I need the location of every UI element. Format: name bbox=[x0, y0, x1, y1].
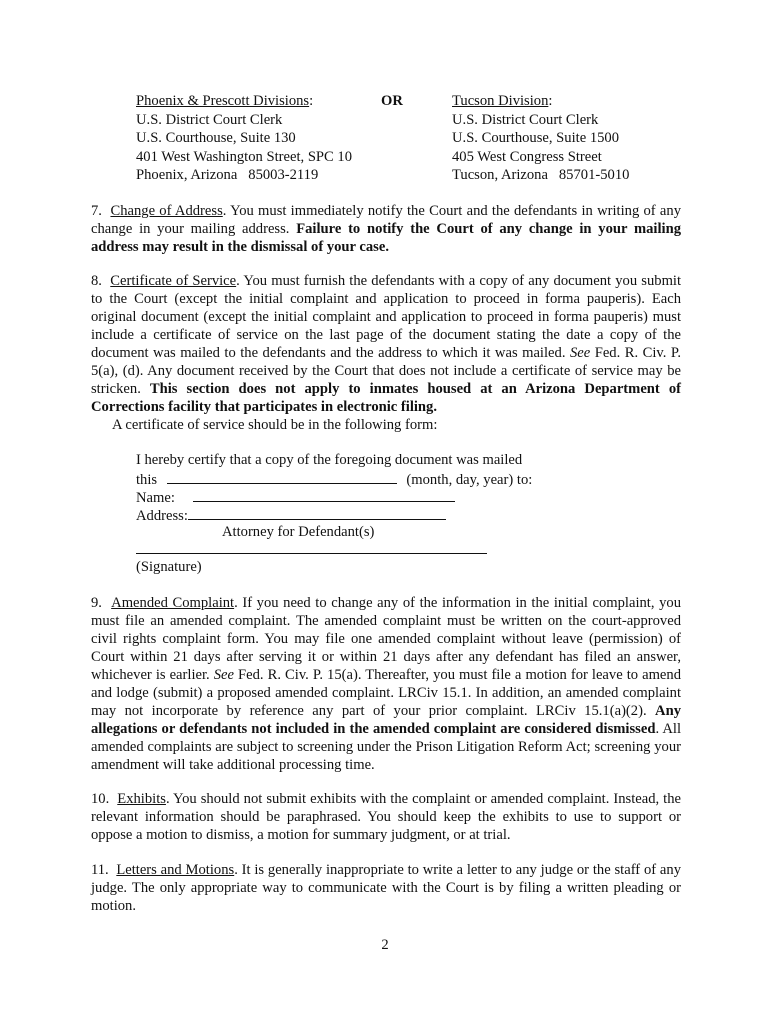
date-line: this (month, day, year) to: bbox=[136, 469, 532, 489]
attorney-label: Attorney for Defendant(s) bbox=[222, 524, 375, 540]
address-line: 405 West Congress Street bbox=[452, 148, 602, 165]
tucson-address bbox=[452, 92, 629, 185]
section-exhibits: 10. Exhibits. You should not submit exhibits with the complaint or amended complaint. Instead, the relevant information should be paraphrased. You should keep the exhibits to use to support or oppose a motion to dismiss, a motion for summary judgment, or at trial. bbox=[91, 791, 681, 843]
address-line: U.S. District Court Clerk bbox=[452, 111, 599, 128]
address-line: Phoenix, Arizona 85003-2119 bbox=[136, 167, 319, 183]
phoenix-prescott-address bbox=[136, 92, 352, 185]
name-line: Name: bbox=[136, 487, 455, 507]
certificate-form-intro: A certificate of service should be in the following form: bbox=[112, 417, 438, 433]
address-heading: Tucson Division: bbox=[452, 93, 553, 109]
address-line: Tucson, Arizona 85701-5010 bbox=[452, 167, 630, 183]
address-line: 401 West Washington Street, SPC 10 bbox=[136, 148, 353, 165]
date-blank bbox=[167, 469, 397, 484]
page-number: 2 bbox=[381, 937, 389, 953]
section-title: Amended Complaint bbox=[111, 595, 235, 611]
address-line: U.S. District Court Clerk bbox=[136, 111, 283, 128]
section-title: Change of Address bbox=[110, 203, 223, 219]
address-line: U.S. Courthouse, Suite 1500 bbox=[452, 130, 620, 146]
address-blank-line: Address: bbox=[136, 505, 446, 525]
section-title: Certificate of Service bbox=[110, 273, 237, 289]
section-certificate-of-service: 8. Certificate of Service. You must furnish the defendants with a copy of any document you submit to the Court (except the initial complaint and application to proceed in forma pauperis). Each original document (except the initial complaint and application to proceed in forma pauperis) must include a certificate of service on the last page of the document stating the date a copy of the document was mailed to the defendants and the address to which it was mailed. See Fed. R. Civ. P. 5(a), (d). Any document received by the Court that does not include a certificate of service may be stricken. This section does not apply to inmates housed at an Arizona Department of Corrections facility that participates in electronic filing. bbox=[91, 273, 682, 415]
section-amended-complaint: 9. Amended Complaint. If you need to change any of the information in the initial complaint, you must file an amended complaint. The amended complaint must be written on the court-approved civil rights complaint form. You may file one amended complaint without leave (permission) of Court within 21 days after serving it or within 21 days after any defendant has filed an answer, whichever is earlier. See Fed. R. Civ. P. 15(a). Thereafter, you must file a motion for leave to amend and lodge (submit) a proposed amended complaint. LRCiv 15.1. In addition, an amended complaint may not incorporate by reference any part of your prior complaint. LRCiv 15.1(a)(2). Any allegations or defendants not included in the amended complaint are considered dismissed. All amended complaints are subject to screening under the Prison Litigation Reform Act; screening your amendment will take additional processing time. bbox=[91, 595, 682, 773]
or-separator: OR bbox=[381, 93, 403, 109]
section-title: Exhibits bbox=[117, 791, 166, 807]
section-letters-and-motions: 11. Letters and Motions. It is generally inappropriate to write a letter to any judge or the staff of any judge. The only appropriate way to communicate with the Court is by filing a written pleading or motion. bbox=[91, 862, 681, 914]
section-title: Letters and Motions bbox=[116, 862, 235, 878]
address-line: U.S. Courthouse, Suite 130 bbox=[136, 130, 296, 146]
signature-line bbox=[136, 553, 487, 554]
certify-line: I hereby certify that a copy of the foregoing document was mailed bbox=[136, 452, 523, 468]
section-change-of-address: 7. Change of Address. You must immediately notify the Court and the defendants in writing of any change in your mailing address. Failure to notify the Court of any change in your mailing address may result in the dismissal of your case. bbox=[91, 203, 681, 255]
name-blank bbox=[193, 487, 455, 502]
address-heading: Phoenix & Prescott Divisions: bbox=[136, 93, 314, 109]
signature-label: (Signature) bbox=[136, 559, 202, 575]
address-blank bbox=[188, 505, 446, 520]
